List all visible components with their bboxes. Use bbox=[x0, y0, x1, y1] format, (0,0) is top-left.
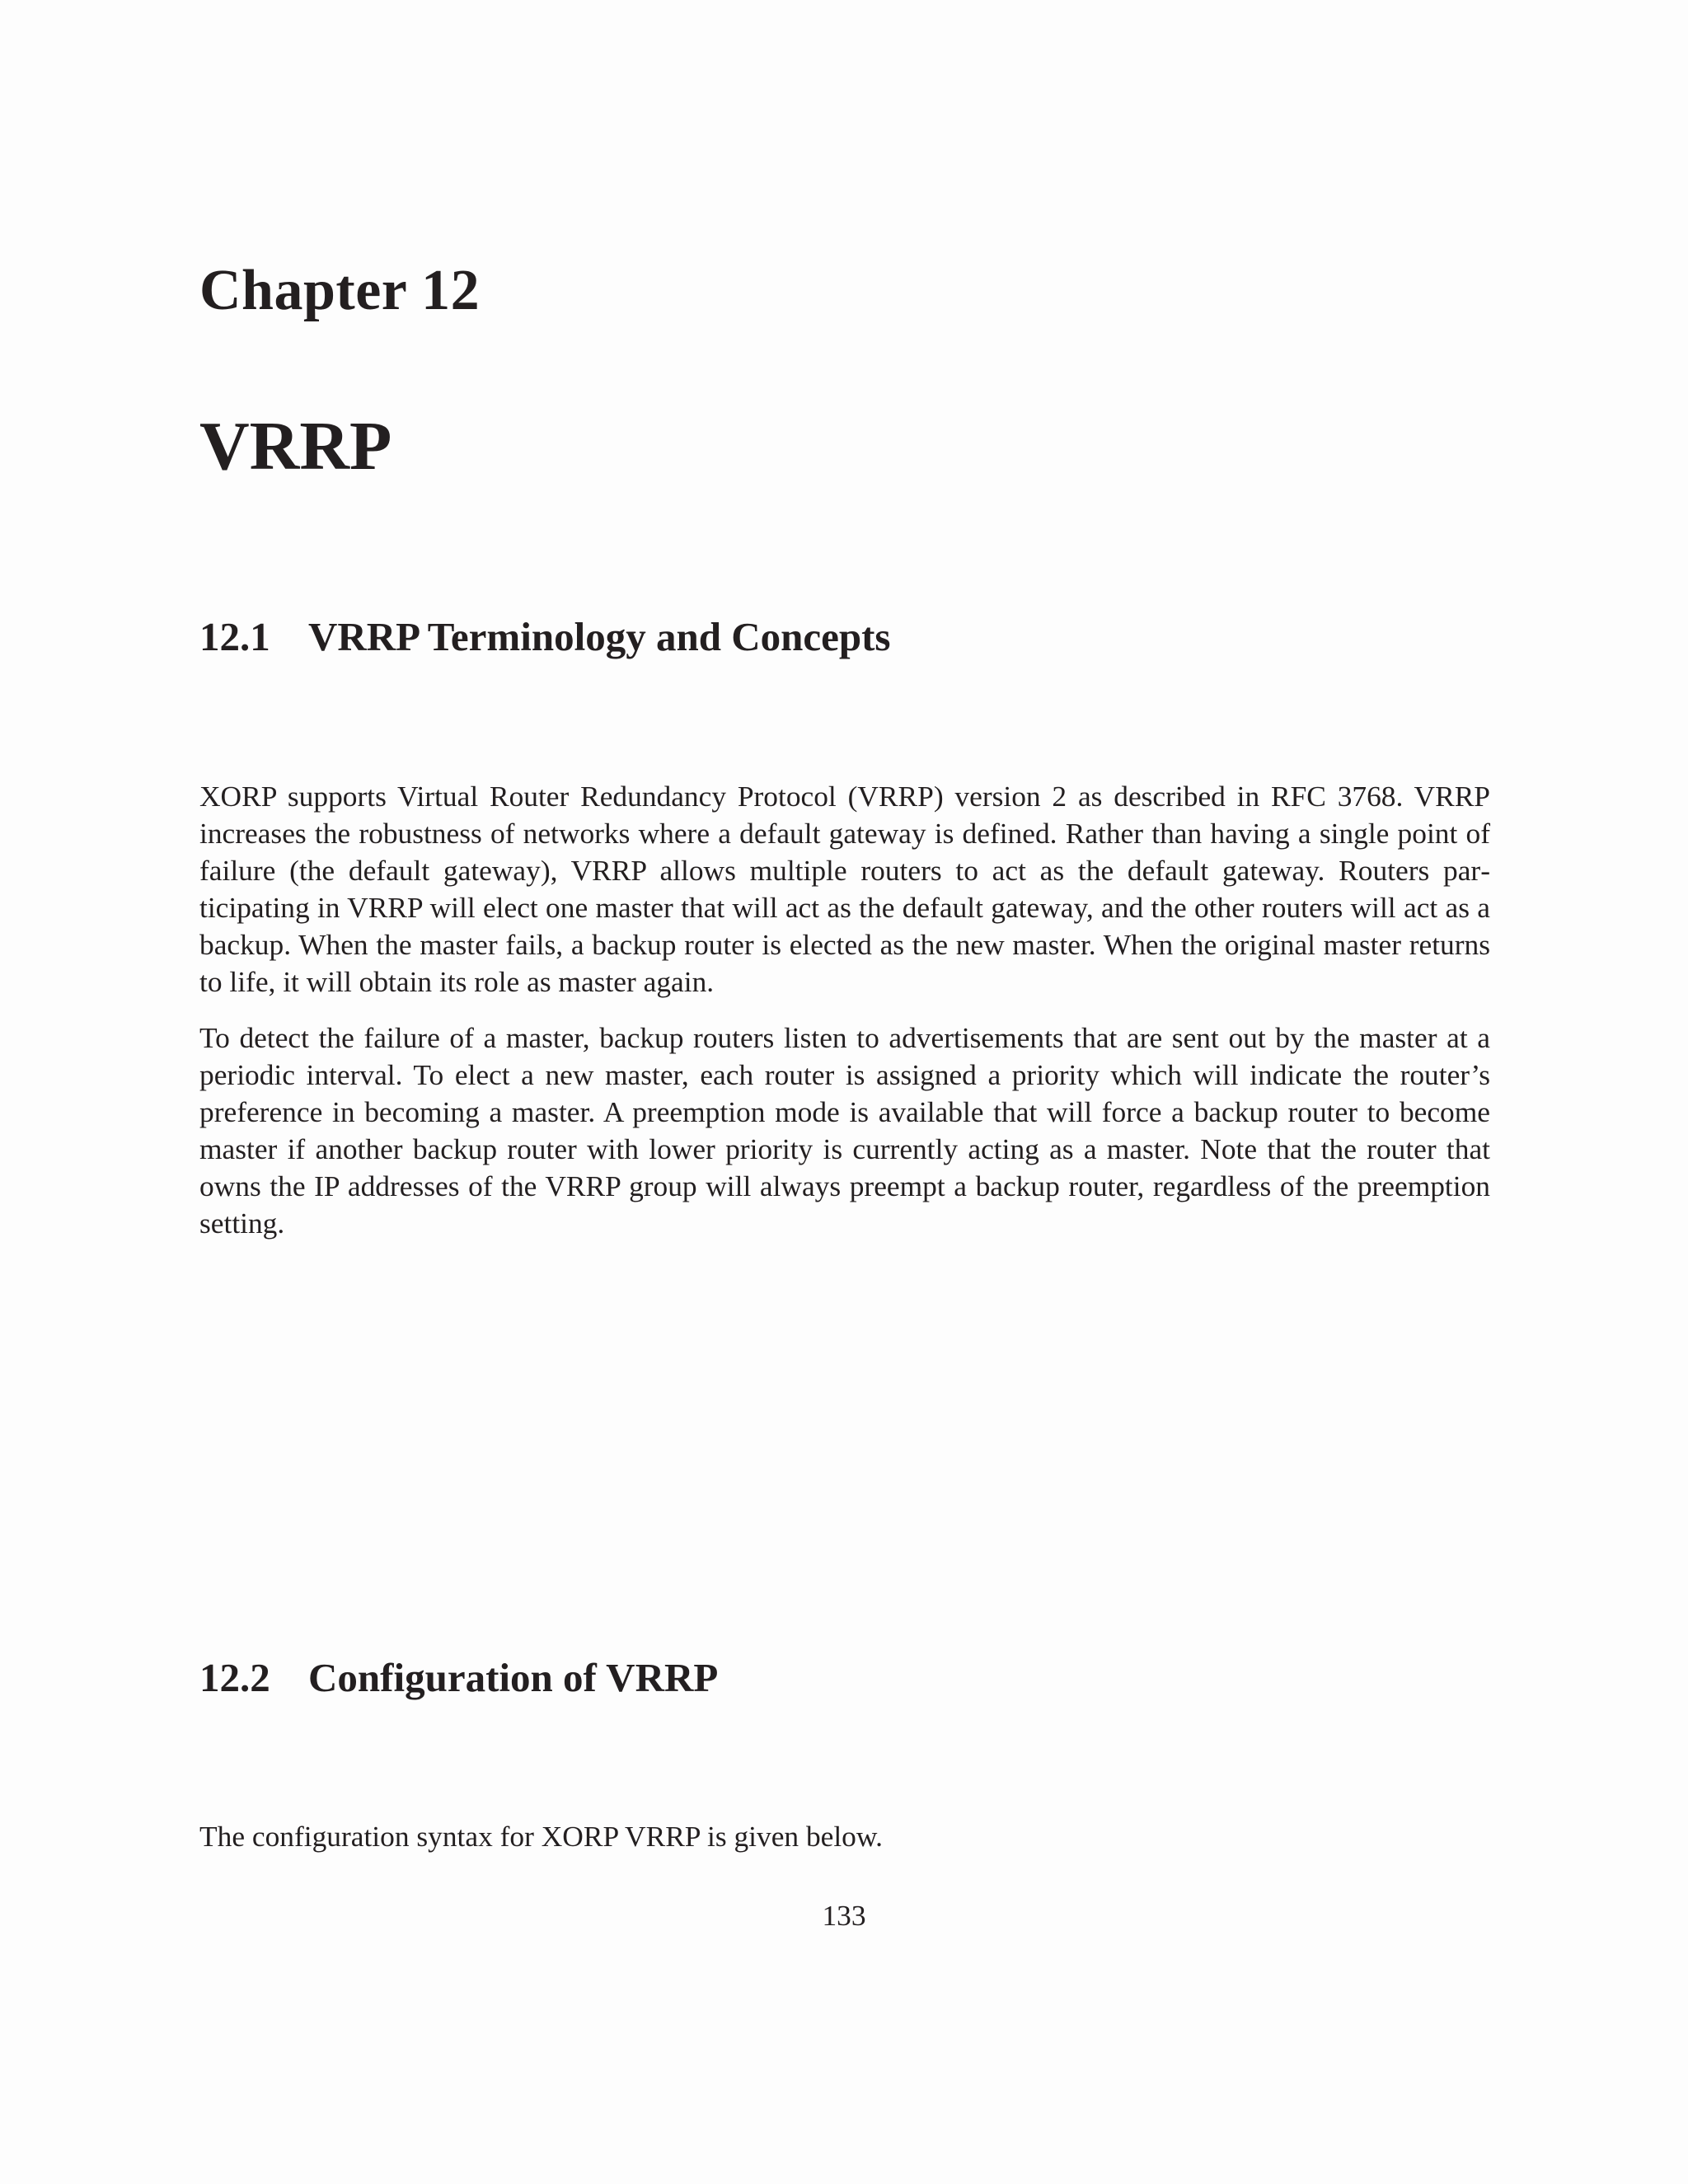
paragraph: XORP supports Virtual Router Redundancy Protocol (VRRP) version 2 as described in RFC 3768. VRRP increases the robustness of networks where a default gateway is defined. Rather than having a single point of failure (the default gateway), VRRP allows multiple routers to act as the default gateway. Routers participating in VRRP will elect one master that will act as the default gateway, and the other routers will act as a backup. When the master fails, a backup router is elected as the new master. When the original master returns to life, it will obtain its role as master again. bbox=[199, 780, 1490, 998]
section-12-1-paragraph-2 bbox=[199, 1019, 1490, 1242]
section-12-2-paragraph-1 bbox=[199, 1818, 1490, 1855]
paragraph: The configuration syntax for XORP VRRP is given below. bbox=[199, 1820, 883, 1853]
paragraph: To detect the failure of a master, backup routers listen to advertisements that are sent out by the master at a periodic interval. To elect a new master, each router is assigned a priority which will indicate the router’s preference in becoming a master. A preemption mode is available that will force a backup router to become master if another backup router with lower priority is currently acting as a master. Note that the router that owns the IP addresses of the VRRP group will always preempt a backup router, regardless of the preemption setting. bbox=[199, 1021, 1490, 1240]
chapter-title: VRRP bbox=[199, 408, 392, 485]
section-title: VRRP Terminology and Concepts bbox=[308, 614, 891, 659]
section-number: 12.1 bbox=[199, 614, 270, 659]
section-heading-12-1 bbox=[199, 616, 891, 657]
section-12-1-paragraph-1 bbox=[199, 778, 1490, 1001]
chapter-label: Chapter 12 bbox=[199, 259, 481, 322]
section-title: Configuration of VRRP bbox=[308, 1655, 719, 1700]
section-number: 12.2 bbox=[199, 1655, 270, 1700]
page-number: 133 bbox=[822, 1899, 866, 1932]
section-heading-12-2 bbox=[199, 1657, 718, 1698]
